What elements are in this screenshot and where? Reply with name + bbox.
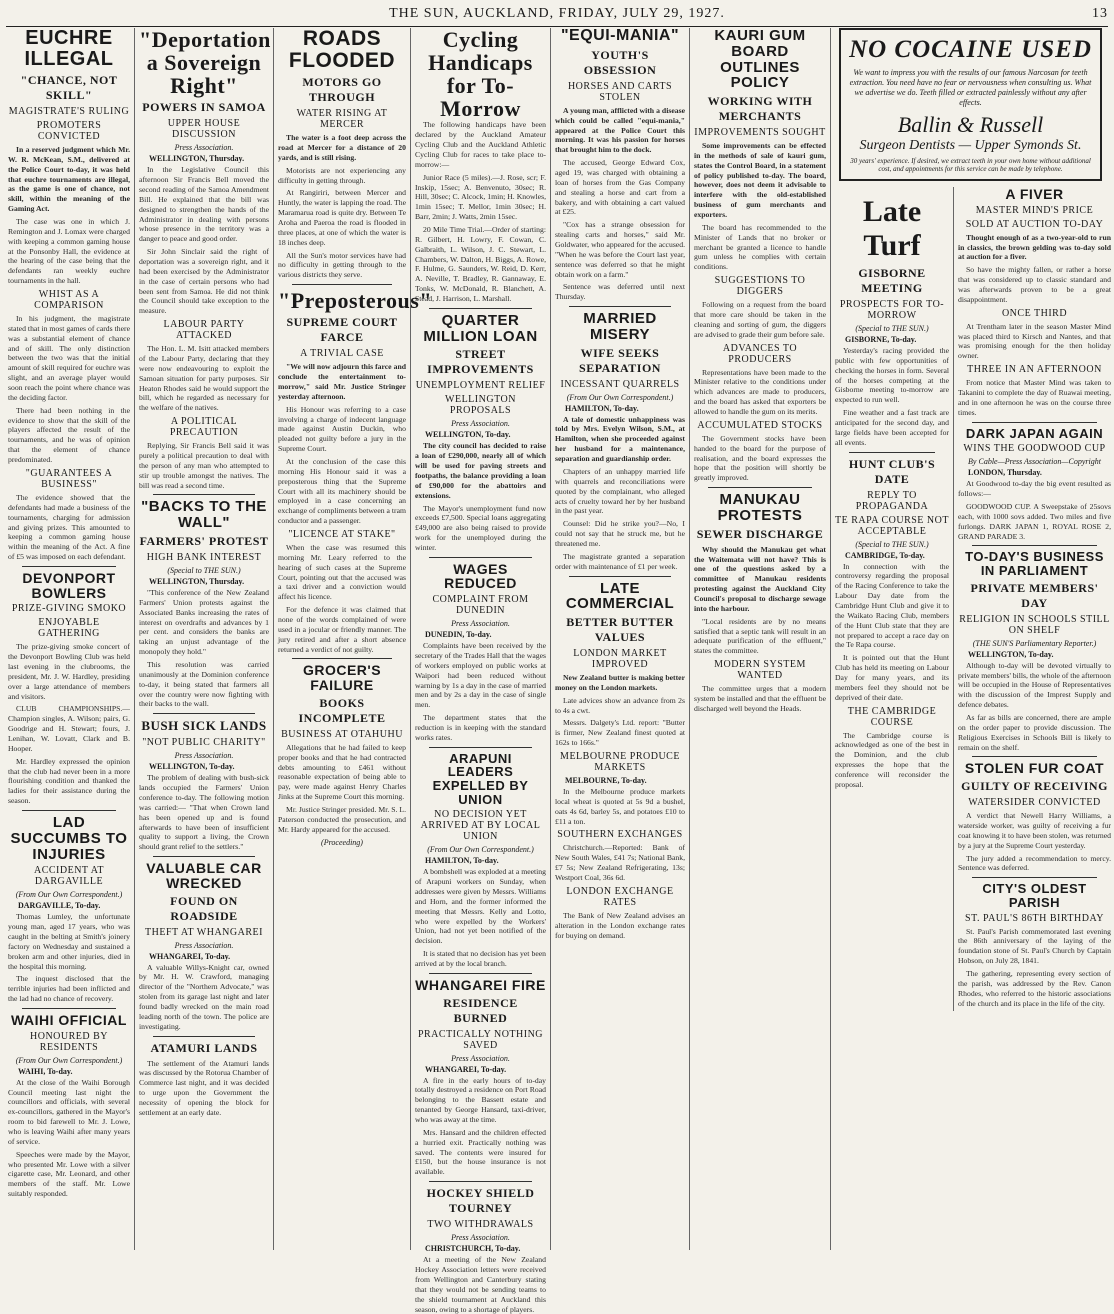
- column-5: [551, 28, 690, 1250]
- sub-preposterous: SUPREME COURT FARCE: [286, 315, 398, 345]
- para: "We will now adjourn this farce and conclude the entertainment to-morrow," said Mr. Justice Stringer yesterday afternoon.: [278, 362, 406, 401]
- para: "This conference of the New Zealand Farmers' Union protests against the Associated Banks increasing the rates of interest on overdrafts and advances by 1 per cent. and considers the banks are taking an unjust advantage of the monopoly they hold.": [139, 587, 269, 657]
- sub2-equimania: HORSES AND CARTS STOLEN: [567, 80, 673, 103]
- para: The jury added a recommendation to mercy. Sentence was deferred.: [958, 853, 1111, 873]
- dateline: DARGAVILLE, To-day.: [18, 901, 101, 911]
- sub-euchre: MAGISTRATE'S RULING: [8, 106, 130, 117]
- headline-cycling: Cycling Handicaps for To-Morrow: [428, 27, 533, 122]
- para: The board has recommended to the Minister of Lands that no broker or merchant be granted a licence to handle gum unless he complies with certain conditions.: [694, 222, 826, 272]
- source-line: (From Our Own Correspondent.): [15, 890, 123, 900]
- headline-atamuri: ATAMURI LANDS: [150, 1040, 258, 1055]
- para: The accused, George Edward Cox, aged 19, was charged with obtaining a loan of horses from the Gas Company and stealing a horse and cart from a bakery, and with obtaining a cart valued at £25.: [555, 158, 685, 217]
- para: When the case was resumed this morning Mr. Leary referred to the hearing of such cases at the Supreme Court, pointing out that the accused was a taxi driver and a conviction would affect his licence.: [278, 542, 406, 602]
- dateline: WELLINGTON, To-day.: [425, 430, 511, 440]
- divider: [429, 308, 532, 309]
- para: Allegations that he had failed to keep proper books and that he had contracted debts amounting to £461 without reasonable expectation of being able to pay, were made against Henry Charles Jinks at the Supreme Court this morning.: [278, 742, 406, 802]
- para: "Local residents are by no means satisfied that a septic tank will result in an adequate purification of the effluent," states the committee.: [694, 616, 826, 656]
- sub-arapuni: NO DECISION YET ARRIVED AT BY LOCAL UNION: [420, 809, 541, 843]
- headline-parish: CITY'S OLDEST PARISH: [982, 881, 1087, 910]
- sub-married: WIFE SEEKS SEPARATION: [579, 345, 661, 375]
- headline-lad: LAD SUCCUMBS TO INJURIES: [10, 814, 128, 863]
- dateline: WELLINGTON, To-day.: [968, 649, 1054, 659]
- crosshead: LABOUR PARTY ATTACKED: [163, 319, 245, 342]
- sub-parish: ST. PAUL'S 86TH BIRTHDAY: [965, 912, 1104, 924]
- para: A tale of domestic unhappiness was told by Mrs. Evelyn Wilson, S.M., at Hamilton, when she proceeded against her husband for a maintenance, separation and guardianship order.: [555, 414, 685, 464]
- sub-loan: STREET IMPROVEMENTS: [427, 347, 534, 377]
- para: The Bank of New Zealand advises an alteration in the London exchange rates for buying on demand.: [555, 910, 685, 940]
- headline-hunt: HUNT CLUB'S DATE: [848, 456, 936, 486]
- para: Mrs. Hansard and the children effected a hurried exit. Practically nothing was saved. The contents were insured for £150, but the house insurance is not available.: [415, 1127, 546, 1177]
- sub2-kauri: IMPROVEMENTS SOUGHT: [694, 127, 826, 138]
- sub2-fire: PRACTICALLY NOTHING SAVED: [417, 1028, 544, 1051]
- sub2-euchre: PROMOTERS CONVICTED: [36, 120, 102, 142]
- headline-deportation: "Deportation a Sovereign Right": [139, 27, 271, 99]
- crosshead: "LICENCE AT STAKE": [288, 528, 396, 540]
- sub2-fur-coat: WATERSIDER CONVICTED: [968, 797, 1101, 809]
- para: In connection with the controversy regarding the proposal of the Racing Conference to take the Labour Day date from the Cambridge Hunt Club and give it to the Waikato Racing Club, members of the Hunt Club state that they are not prepared to accept a race day on the Te Rapa course.: [835, 561, 949, 650]
- crosshead: A POLITICAL PRECAUTION: [169, 416, 239, 439]
- headline-preposterous: "Preposterous": [278, 288, 433, 314]
- crosshead: SUGGESTIONS TO DIGGERS: [714, 275, 806, 298]
- para: At a meeting of the New Zealand Hockey Association letters were received from Wellington and Canterbury stating that they would not be sending teams to the shield tournament at Auckland this season, owing to a shortage of players.: [415, 1255, 546, 1314]
- sub-commercial: BETTER BUTTER VALUES: [566, 615, 674, 645]
- sub-kauri: WORKING WITH MERCHANTS: [707, 94, 813, 123]
- sub-devonport: ENJOYABLE GATHERING: [38, 617, 100, 640]
- para: The water is a foot deep across the road at Mercer for a distance of 20 yards, and is still rising.: [278, 133, 406, 162]
- dateline: HAMILTON, To-day.: [565, 403, 639, 413]
- divider: [153, 856, 255, 857]
- column-4: [411, 27, 551, 1314]
- divider: [429, 747, 532, 748]
- source-line: Press Association.: [174, 143, 234, 153]
- source-line: Press Association.: [174, 940, 234, 950]
- headline-commercial: LATE COMMERCIAL: [565, 579, 675, 613]
- headline-kauri: KAURI GUM BOARD OUTLINES POLICY: [714, 27, 806, 92]
- headline-loan: QUARTER MILLION LOAN: [423, 311, 538, 345]
- sub-equimania: YOUTH'S OBSESSION: [583, 47, 657, 77]
- sub2-car: THEFT AT WHANGAREI: [145, 926, 263, 938]
- para: So have the mighty fallen, or rather a horse that was considered up to classic standard and was afterwards proven to be a great disappointment.: [958, 265, 1111, 304]
- sub2-grocer: BUSINESS AT OTAHUHU: [281, 728, 403, 740]
- sub-wages: COMPLAINT FROM DUNEDIN: [432, 594, 529, 617]
- para: Counsel: Did he strike you?—No, I could not say that he struck me, but he threatened me.: [555, 519, 685, 548]
- divider: [972, 422, 1097, 423]
- sub2-backs: HIGH BANK INTEREST: [146, 551, 262, 563]
- para: The city council has decided to raise a loan of £290,000, nearly all of which will be used for paving streets and footpaths, the balance providing a loan of £90,000 for the abattoirs and extensions.: [415, 441, 546, 500]
- divider: [429, 557, 532, 558]
- para: Mr. Justice Stringer presided. Mr. S. L. Paterson conducted the prosecution, and Mr. Hardy appeared for the accused.: [278, 804, 406, 834]
- sub2-parliament: RELIGION IN SCHOOLS STILL ON SHELF: [959, 613, 1110, 636]
- sub-hunt: REPLY TO PROPAGANDA: [855, 489, 929, 512]
- divider: [708, 487, 812, 488]
- sub2-fiver: SOLD AT AUCTION TO-DAY: [965, 218, 1104, 230]
- sub2-loan: UNEMPLOYMENT RELIEF: [415, 380, 546, 392]
- crosshead: THREE IN AN AFTERNOON: [967, 364, 1102, 376]
- para: From notice that Master Mind was taken to Takanini to complete the day of Ruawai meeting, and in one afternoon he was on the course three times.: [958, 378, 1111, 417]
- sub-roads: MOTORS GO THROUGH: [302, 75, 382, 105]
- source-line: (From Our Own Correspondent.): [15, 1055, 123, 1065]
- sub2-roads: WATER RISING AT MERCER: [296, 108, 388, 131]
- deck-devonport: PRIZE-GIVING SMOKO: [11, 603, 127, 615]
- para: The problem of dealing with bush-sick lands occupied the Farmers' Union conference to-day. The following motion was carried:— "That when Crown land has been opened up and is found afterwards to have been of insufficient quality to support a living, the Crown should grant relief to the settlers.": [139, 773, 269, 852]
- headline-equimania: "EQUI-MANIA": [560, 27, 680, 44]
- sub-dark-japan: WINS THE GOODWOOD CUP: [963, 443, 1106, 455]
- sub2-deportation: UPPER HOUSE DISCUSSION: [167, 118, 241, 141]
- divider: [429, 973, 532, 974]
- para: Although to-day will be devoted virtually to private members' bills, the whole of the afternoon will be occupied in the House of Representatives with the discussion of the Imprest Supply and defence debates.: [958, 660, 1111, 710]
- column-3: [274, 27, 433, 1250]
- headline-euchre: EUCHRE ILLEGAL: [24, 27, 114, 70]
- sub2-commercial: LONDON MARKET IMPROVED: [573, 648, 667, 671]
- ad-title: NO COCAINE USED: [849, 36, 1092, 63]
- para: The following handicaps have been declared by the Auckland Amateur Cycling Club and the Auckland Athletic Cycling Club for races to take place to-morrow:—: [415, 120, 546, 169]
- sub-fire: RESIDENCE BURNED: [443, 995, 518, 1025]
- column-1: [4, 28, 135, 1250]
- dentist-advertisement: [839, 28, 1102, 181]
- sub2-hunt: TE RAPA COURSE NOT ACCEPTABLE: [835, 514, 949, 537]
- source-line: Press Association.: [451, 1233, 510, 1243]
- headline-bushsick: BUSH SICK LANDS: [141, 718, 267, 734]
- para: The Cambridge course is acknowledged as one of the best in the Dominion, and the club expresses the hope that the conference will reconsider the proposal.: [835, 730, 949, 789]
- para: A fire in the early hours of to-day totally destroyed a residence on Port Road belonging to the Bassett estate and tenanted by George Hansard, taxi-driver, who was away at the time.: [415, 1075, 546, 1125]
- headline-car: VALUABLE CAR WRECKED: [146, 860, 262, 891]
- para: Following on a request from the board that more care should be taken in the cleaning and sorting of gum, the diggers are advised to grade their gum before sale.: [694, 300, 826, 339]
- para: Junior Race (5 miles).—J. Rose, scr; F. Inskip, 15sec; A. Benvenuto, 30sec; R. Hill, 30sec; C. Alcock, 1min; H. Knowles, 1min 15sec; T. Mellor, 1min 30sec; H. Barr, 2min; J. Watts, 2min 15sec.: [415, 172, 546, 222]
- para: The committee urges that a modern system be installed and that the effluent be discharged well beyond the Heads.: [694, 684, 826, 713]
- column-7: [831, 28, 1110, 1250]
- source-line: (THE SUN'S Parliamentary Reporter.): [972, 638, 1097, 648]
- para: For the defence it was claimed that none of the words complained of were used in a jocular or friendly manner. The jury retired and after a short absence returned a verdict of not guilty.: [278, 605, 406, 654]
- para: At the conclusion of the case this morning His Honour said it was a preposterous thing that the Supreme Court with all its machinery should be employed in a case concerning an exchange of compliments between a tram conductor and a passenger.: [278, 456, 406, 526]
- sub2-turf: PROSPECTS FOR TO-MORROW: [839, 299, 945, 321]
- sub-hockey: TWO WITHDRAWALS: [427, 1219, 534, 1231]
- source-line: Press Association.: [451, 1053, 510, 1063]
- para: The magistrate granted a separation order with maintenance of £1 per week.: [555, 551, 685, 571]
- para: The Hon. L. M. Isitt attacked members of the Labour Party, declaring that they were now endeavouring to exploit the Samoan situation for party purposes. Sir Heaton Rhodes said he would support the bill, which he regarded as necessary for the welfare of the natives.: [139, 344, 269, 413]
- para: New Zealand butter is making better money on the London markets.: [555, 673, 685, 692]
- divider: [22, 566, 116, 567]
- para: Representations have been made to the Minister relative to the conditions under which advances are made to producers, and the board has asked that exporters be allowed to handle the gum on its merits.: [694, 367, 826, 417]
- page-number: 13: [1092, 6, 1108, 21]
- headline-fur-coat: STOLEN FUR COAT: [964, 760, 1105, 777]
- headline-roads: ROADS FLOODED: [288, 27, 396, 73]
- crosshead: THE CAMBRIDGE COURSE: [847, 705, 937, 728]
- dateline: CAMBRIDGE, To-day.: [845, 550, 925, 560]
- divider: [22, 1008, 116, 1009]
- para: Sir John Sinclair said the right of deportation was a sovereign right, and it had been exercised by the Administrator in the case of certain persons who had been sent from Samoa. He did not think the Council should take exception to the measure.: [139, 247, 269, 316]
- para: The Mayor's unemployment fund now exceeds £7,500. Special loans aggregating £49,000 are also being raised to provide work for the unemployed during the winter.: [415, 503, 546, 552]
- headline-waihi: WAIHI OFFICIAL: [11, 1012, 127, 1029]
- para: In a reserved judgment which Mr. W. R. McKean, S.M., delivered at the Police Court to-day, it was held that euchre tournaments are illegal, as the game is one of chance, not skill, within the meaning of the Gaming Act.: [8, 145, 130, 214]
- masthead: [6, 4, 1108, 27]
- para: A young man, afflicted with a disease which could be called "equi-mania," appeared at the Police Court this morning. It was his passion for horses that brought him to the dock.: [555, 105, 685, 155]
- para: Fine weather and a fast track are anticipated for the second day, and large fields have been accepted for all events.: [835, 408, 949, 447]
- para: His Honour was referring to a case involving a charge of indecent language made against Austin Duckin, who pleaded not guilty before a jury in the Supreme Court.: [278, 404, 406, 454]
- para: The department states that the reduction is in keeping with the standard works rates.: [415, 713, 546, 742]
- para: Chapters of an unhappy married life with quarrels and reconciliations were quoted by the complainant, who alleged acts of cruelty toward her by her husband in the past year.: [555, 466, 685, 516]
- para: Messrs. Dalgety's Ltd. report: "Butter is firmer, New Zealand finest quoted at 162s to 166s.": [555, 718, 685, 748]
- source-line: (Special to THE SUN.): [855, 324, 929, 333]
- source-line: Press Association.: [174, 751, 234, 761]
- turf-column: [835, 187, 949, 793]
- divider: [292, 284, 392, 285]
- para: In his judgment, the magistrate stated that in most games of cards there was a substantial element of chance and of skill. The only distinction between the two was that the initial amount of skill required for euchre was slight, and an average player would soon reach the point where chance was the deciding factor.: [8, 314, 130, 402]
- para: The settlement of the Atamuri lands was discussed by the Rotorua Chamber of Commerce last night, and it was decided to urge upon the Government the necessity of opening the block for settlement at an early date.: [139, 1058, 269, 1117]
- sub-turf: GISBORNE MEETING: [858, 266, 926, 295]
- headline-backs: "BACKS TO THE WALL": [141, 498, 267, 532]
- divider: [972, 545, 1097, 546]
- divider: [153, 494, 255, 495]
- divider: [153, 1036, 255, 1037]
- headline-fiver: A FIVER: [1005, 186, 1064, 202]
- para: At the close of the Waihi Borough Council meeting last night the councillors and officials, with several ex-councillors, gathered in the Mayor's room to bid farewell to Mr. J. Lowe, who is leaving Waihi after many years of service.: [8, 1077, 130, 1146]
- deck-euchre: "CHANCE, NOT SKILL": [20, 73, 118, 102]
- dateline: WHANGAREI, To-day.: [149, 951, 231, 961]
- crosshead: ADVANCES TO PRODUCERS: [722, 342, 798, 365]
- para: The case was one in which J. Remington and J. Lomax were charged with keeping a common gaming house at the Ponsonby Hall, the evidence at the hearing of the case being that the defendants ran weekly euchre tournaments in the hall.: [8, 217, 130, 286]
- para: Speeches were made by the Mayor, who presented Mr. Lowe with a silver cigarette case, Mr. Leonard, and other members of the staff. Mr. Lowe suitably responded.: [8, 1149, 130, 1199]
- crosshead: MELBOURNE PRODUCE MARKETS: [560, 751, 680, 774]
- para: Thomas Lumley, the unfortunate young man, aged 17 years, who was caught in the belting at Smith's joinery factory on Wednesday and sustained a broken arm and other injuries, died in the hospital this morning.: [8, 912, 130, 971]
- source-line: (Special to THE SUN.): [855, 539, 929, 549]
- source-line: (From Our Own Correspondent.): [427, 845, 534, 855]
- source-line: Press Association.: [451, 419, 510, 429]
- sub2-married: INCESSANT QUARRELS: [560, 378, 680, 390]
- para: In the Melbourne produce markets local wheat is quoted at 5s 9d a bushel, oats 4s 6d, barley 5s, and potatoes £10 to £11 a ton.: [555, 787, 685, 826]
- divider: [569, 576, 671, 577]
- ad-body: We want to impress you with the results of our famous Narcosan for teeth extraction. You need have no fear or nervousness when consulting us. What we advertise we do. Teeth filled or extracted painlessly without any after effects.: [849, 68, 1092, 107]
- para: St. Paul's Parish commemorated last evening the 86th anniversary of the laying of the foundation stone of St. Paul's Church by Captain Hobson, on July 28, 1841.: [958, 926, 1111, 966]
- crosshead: ACCUMULATED STOCKS: [697, 419, 823, 431]
- column-6: [690, 28, 831, 1250]
- masthead-title: THE SUN, AUCKLAND, FRIDAY, JULY 29, 1927.: [389, 6, 725, 21]
- sub-fiver: MASTER MIND'S PRICE: [975, 204, 1094, 216]
- sub-deportation: POWERS IN SAMOA: [142, 100, 266, 115]
- side-column: [953, 187, 1111, 1011]
- para: The evidence showed that the defendants had made a business of the tournaments, charging for admission and giving prizes. This amounted to keeping a common gaming house within the meaning of the Act. A fine of £5 was imposed on each defendant.: [8, 492, 130, 562]
- para: "Cox has a strange obsession for stealing carts and horses," said Mr. Goldwater, who appeared for the accused. "When he was before the Court last year, sentence was deferred so that he might obtain work on a farm.": [555, 220, 685, 279]
- para: CLUB CHAMPIONSHIPS.—Champion singles, A. Wilson; pairs, G. Goodrige and H. Stewart; fours, J. Lenihan, W. Lovatt, Clark and B. Hooper.: [8, 704, 130, 753]
- para: Sentence was deferred until next Thursday.: [555, 282, 685, 302]
- headline-manukau: MANUKAU PROTESTS: [717, 491, 803, 524]
- para: The gathering, representing every section of the parish, was addressed by the Rev. Canon Rhodes, who referred to the historic associations of the church and its place in the life of the city.: [958, 968, 1111, 1008]
- headline-grocer: GROCER'S FAILURE: [302, 662, 382, 694]
- para: Some improvements can be effected in the methods of sale of kauri gum, states the Control Board, in a statement of policy published to-day. The board, however, does not deem it advisable to interfere with the old-established business of gum merchants and exporters.: [694, 141, 826, 220]
- para: The Government stocks have been handed to the board for the purpose of realisation, and the board expresses the hope that the position will shortly be greatly improved.: [694, 433, 826, 483]
- divider: [429, 1181, 532, 1182]
- crosshead: "GUARANTEES A BUSINESS": [25, 467, 113, 490]
- crosshead: LONDON EXCHANGE RATES: [566, 885, 674, 908]
- dateline: CHRISTCHURCH, To-day.: [425, 1244, 521, 1254]
- sub-lad: ACCIDENT AT DARGAVILLE: [33, 865, 105, 888]
- headline-hockey: HOCKEY SHIELD TOURNEY: [426, 1186, 535, 1216]
- crosshead: ONCE THIRD: [1001, 307, 1068, 319]
- para: All the Sun's motor services have had no difficulty in getting through to the various districts they serve.: [278, 250, 406, 280]
- headline-devonport: DEVONPORT BOWLERS: [22, 569, 116, 601]
- para: At Goodwood to-day the big event resulted as follows:—: [958, 479, 1111, 499]
- dateline: WELLINGTON, To-day.: [149, 762, 235, 772]
- para: In the Legislative Council this afternoon Sir Francis Bell moved the second reading of the Samoa Amendment Bill. He explained that the bill was designed to strengthen the hands of the Administrator in dealing with persons whose presence in the territory was a danger to peace and good order.: [139, 165, 269, 244]
- divider: [972, 877, 1097, 878]
- divider: [972, 756, 1097, 757]
- para: The inquest disclosed that the terrible injuries had been inflicted and the lad had no chance of recovery.: [8, 974, 130, 1004]
- ad-fine-print: 30 years' experience. If desired, we extract teeth in your own home without additional cost, and appointments for this service can be made by telephone.: [850, 157, 1091, 173]
- divider: [569, 306, 671, 307]
- dateline: MELBOURNE, To-day.: [565, 776, 647, 786]
- sub2-preposterous: A TRIVIAL CASE: [300, 348, 384, 360]
- divider: [153, 713, 255, 714]
- sub-bushsick: "NOT PUBLIC CHARITY": [142, 737, 266, 749]
- sub-grocer: BOOKS INCOMPLETE: [298, 695, 386, 725]
- sub-fur-coat: GUILTY OF RECEIVING: [961, 779, 1108, 794]
- dateline: GISBORNE, To-day.: [845, 335, 917, 344]
- para: This resolution was carried unanimously at the Dominion conference to-day, it being stated that farmers all over the country were now fighting with their backs to the wall.: [139, 660, 269, 709]
- ad-subtitle: Surgeon Dentists — Upper Symonds St.: [859, 138, 1082, 153]
- crosshead: WHIST AS A COMPARISON: [34, 289, 104, 312]
- ad-firm: Ballin & Russell: [897, 112, 1044, 137]
- source-line: (Special to THE SUN.): [167, 565, 241, 575]
- headline-wages: WAGES REDUCED: [444, 560, 517, 592]
- dateline: DUNEDIN, To-day.: [425, 630, 492, 640]
- para: GOODWOOD CUP. A Sweepstake of 25sovs each, with 1000 sovs added. Two miles and five furlongs. DARK JAPAN 1, ROYAL ROSE 2, GRAND PARADE 3.: [958, 501, 1111, 541]
- divider: [22, 810, 116, 811]
- headline-dark-japan: DARK JAPAN AGAIN: [965, 425, 1104, 441]
- sub3-loan: WELLINGTON PROPOSALS: [445, 394, 516, 417]
- crosshead: MODERN SYSTEM WANTED: [714, 659, 806, 682]
- headline-late-turf: Late Turf: [862, 195, 922, 262]
- dateline: WHANGAREI, To-day.: [425, 1064, 507, 1074]
- para: Replying, Sir Francis Bell said it was purely a political precaution to deal with the person of any man who attempted to stir up trouble amongst the natives. The bill was read a second time.: [139, 441, 269, 490]
- divider: [292, 658, 392, 659]
- para: 20 Mile Time Trial.—Order of starting: R. Gilbert, H. Lowry, F. Cowan, C. Galbraith, L. Wilson, J. C. Stewart, L. Chambers, W. Dalton, H. Biggs, A. Rowe, F. Hulme, G. Saunders, W. Reid, D. Kerr, A. Neville, T. Bradley, R. Gannaway, E. Tonks, W. McDonald, R. Blanchett, A. Stead, J. Harrison, L. Marshall.: [415, 224, 546, 303]
- para: The prize-giving smoke concert of the Devonport Bowling Club was held last evening in the clubrooms, the president, Mr. J. W. Hardley, presiding over a large attendance of members and visitors.: [8, 642, 130, 701]
- sub-waihi: HONOURED BY RESIDENTS: [30, 1030, 108, 1053]
- divider: [849, 452, 935, 453]
- para: Late advices show an advance from 2s to 4s a cwt.: [555, 695, 685, 715]
- proceeding-note: (Proceeding): [321, 837, 363, 847]
- para: Why should the Manukau get what the Waitemata will not have? This is one of the questions asked by a committee of Manukau residents protesting against the Auckland City Council's proposal to discharge sewage into the harbour.: [694, 544, 826, 613]
- sub-backs: FARMERS' PROTEST: [139, 533, 269, 548]
- sub-car: FOUND ON ROADSIDE: [170, 893, 238, 923]
- source-line: (From Our Own Correspondent.): [566, 392, 674, 402]
- para: A valuable Willys-Knight car, owned by Mr. H. W. Crawford, managing director of the "Northern Advocate," was stolen from its garage last night and later found badly wrecked on the main road leading north of the town. The police are investigating.: [139, 962, 269, 1031]
- headline-whangarei-fire: WHANGAREI FIRE: [415, 976, 546, 993]
- headline-parliament: TO-DAY'S BUSINESS IN PARLIAMENT: [965, 549, 1104, 579]
- source-line: Press Association.: [451, 619, 510, 629]
- dateline: HAMILTON, To-day.: [425, 856, 499, 866]
- headline-married: MARRIED MISERY: [583, 310, 657, 343]
- para: Yesterday's racing provided the public with few opportunities of checking the horses in form. Several of the horses competing at the Gisborne meeting to-morrow are expected to run well.: [835, 346, 949, 405]
- para: It is pointed out that the Hunt Club has held its meeting on Labour Day for many years, and its members feel they should not be deprived of their date.: [835, 653, 949, 702]
- para: At Rangiriri, between Mercer and Huntly, the water is lapping the road. The Maramarua road is quite dry. Between Te Aroha and Paeroa the road is flooded in three places, at one of which the water is 18 inches deep.: [278, 188, 406, 247]
- para: At Trentham later in the season Master Mind was placed third to Kirsch and Nantes, and that was promising enough for the then holiday owner.: [958, 321, 1111, 361]
- para: As far as bills are concerned, there are ample on the order paper to provide discussion. The Religious Exercises in Schools Bill is likely to remain on the shelf.: [958, 712, 1111, 752]
- para: Motorists are not experiencing any difficulty in getting through.: [278, 165, 406, 185]
- para: It is stated that no decision has yet been arrived at by the local branch.: [415, 949, 546, 969]
- sub-manukau: SEWER DISCHARGE: [696, 526, 824, 541]
- para: Christchurch.—Reported: Bank of New South Wales, £41 7s; National Bank, £7 5s; New Zealand Refrigerating, 13s; Westport Coal, 36s 6d.: [555, 843, 685, 883]
- para: Mr. Hardley expressed the opinion that the club had never been in a more flourishing condition and thanked the ladies for their assistance during the season.: [8, 756, 130, 806]
- para: There had been nothing in the evidence to show that the skill of the players affected the result of the tournaments, and he was of opinion that the element of chance predominated.: [8, 405, 130, 465]
- dateline: WELLINGTON, Thursday.: [149, 154, 245, 164]
- crosshead: SOUTHERN EXCHANGES: [557, 829, 683, 841]
- source-line: By Cable—Press Association—Copyright: [968, 457, 1101, 467]
- column-2: [135, 28, 274, 1250]
- para: Thought enough of as a two-year-old to run in classics, the brown gelding was to-day sold at auction for a fiver.: [958, 232, 1111, 262]
- para: A bombshell was exploded at a meeting of Arapuni workers on Sunday, when addresses were given by Messrs. Williams and Horn, and the former informed the meeting that Messrs. Kelly and Lotto, who were expelled by the Workers' Union, had not yet been notified of the decision.: [415, 867, 546, 946]
- dateline: WELLINGTON, Thursday.: [149, 576, 245, 586]
- para: Complaints have been received by the secretary of the Trades Hall that the wages of workers employed on public works at Waipori had been reduced without warning by 1s a day in the case of married men and by 2s a day in the case of single men.: [415, 641, 546, 710]
- dateline: WAIHI, To-day.: [18, 1066, 73, 1076]
- para: A verdict that Newell Harry Williams, a waterside worker, was guilty of receiving a fur coat knowing it to have been stolen, was returned by a jury at the Supreme Court yesterday.: [958, 811, 1111, 850]
- headline-arapuni: ARAPUNI LEADERS EXPELLED BY UNION: [432, 750, 529, 807]
- dateline: LONDON, Thursday.: [968, 468, 1042, 478]
- sub-parliament: PRIVATE MEMBERS' DAY: [970, 580, 1099, 610]
